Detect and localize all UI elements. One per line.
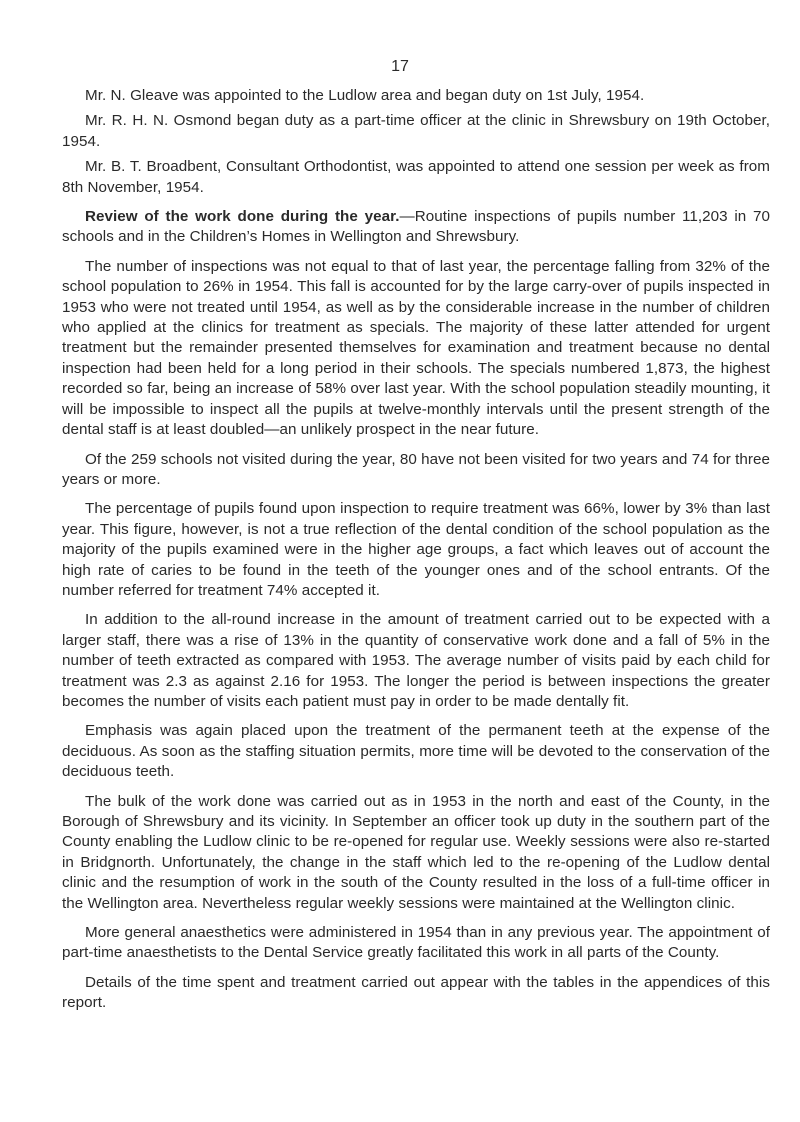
paragraph-schools-not-visited: Of the 259 schools not visited during the year, 80 have not been visited for two years and 74 for three years or more.	[62, 450, 770, 488]
paragraph-review	[62, 207, 770, 248]
review-heading: Review of the work done during the year.	[85, 208, 400, 226]
page-number: 17	[391, 58, 409, 75]
paragraph-treatment-percentage: The percentage of pupils found upon inspection to require treatment was 66%, lower by 3% than last year. This figure, however, is not a true reflection of the dental condition of the school population as the majority of the pupils examined were in the higher age groups, a fact which leaves out of account the high rate of caries to be found in the teeth of the younger ones and of the school entrants. Of the number referred for treatment 74% accepted it.	[62, 500, 770, 599]
review-text: —Routine inspections of pupils number 11,203 in 70 schools and in the Children’s Homes in Wellington and Shrewsbury.	[62, 208, 770, 246]
paragraph-bulk-of-work: The bulk of the work done was carried out as in 1953 in the north and east of the County, in the Borough of Shrewsbury and its vicinity. In September an officer took up duty in the southern part of the County enabling the Ludlow clinic to be re-opened for regular use. Weekly sessions were also re-started in Bridgnorth. Unfortunately, the change in the staff which led to the re-opening of the Ludlow dental clinic and the resumption of work in the south of the County resulted in the loss of a full-time officer in the Wellington area. Nevertheless regular weekly sessions were maintained at the Wellington clinic.	[62, 792, 770, 912]
paragraph-treatment-increase: In addition to the all-round increase in the amount of treatment carried out to be expected with a larger staff, there was a rise of 13% in the quantity of conservative work done and a fall of 5% in the number of teeth extracted as compared with 1953. The average number of visits paid by each child for treatment was 2.3 as against 2.16 for 1953. The longer the period is between inspections the greater becomes the number of visits each patient must pay in order to be made dentally fit.	[62, 611, 770, 710]
paragraph-osmond: Mr. R. H. N. Osmond began duty as a part-time officer at the clinic in Shrewsbury on 19th October, 1954.	[62, 112, 770, 150]
paragraph-permanent-teeth: Emphasis was again placed upon the treatment of the permanent teeth at the expense of the deciduous. As soon as the staffing situation permits, more time will be devoted to the conservation of the deciduous teeth.	[62, 722, 770, 781]
paragraph-inspections: The number of inspections was not equal to that of last year, the percentage falling from 32% of the school population to 26% in 1954. This fall is accounted for by the large carry-over of pupils inspected in 1953 who were not treated until 1954, as well as by the considerable increase in the number of children who applied at the clinics for treatment as specials. The majority of these latter attended for urgent treatment but the remainder presented themselves for examination and treatment because no dental inspection had been held for a long period in their schools. The specials numbered 1,873, the highest recorded so far, being an increase of 58% over last year. With the school population steadily mounting, it will be impossible to inspect all the pupils at twelve-monthly intervals until the present strength of the dental staff is at least doubled—an unlikely prospect in the near future.	[62, 257, 770, 439]
document-body	[62, 86, 770, 1023]
paragraph-details: Details of the time spent and treatment carried out appear with the tables in the appendices of this report.	[62, 973, 770, 1012]
paragraph-gleave: Mr. N. Gleave was appointed to the Ludlow area and began duty on 1st July, 1954.	[85, 87, 645, 104]
paragraph-anaesthetics: More general anaesthetics were administered in 1954 than in any previous year. The appointment of part-time anaesthetists to the Dental Service greatly facilitated this work in all parts of the County.	[62, 924, 770, 962]
paragraph-broadbent: Mr. B. T. Broadbent, Consultant Orthodontist, was appointed to attend one session per week as from 8th November, 1954.	[62, 158, 770, 196]
